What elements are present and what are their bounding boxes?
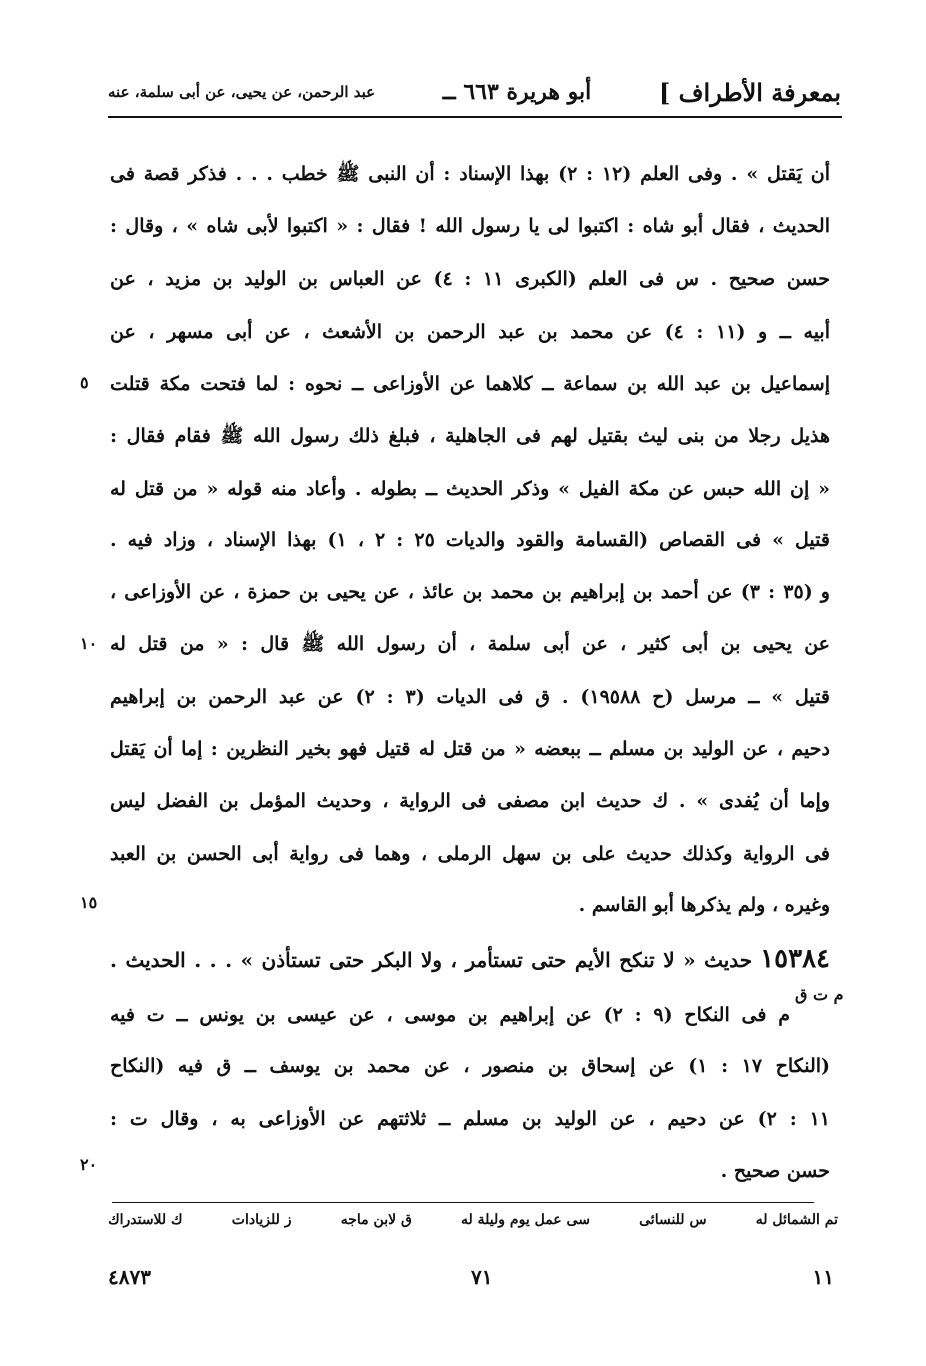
hadith-heading-text: حديث « لا تنكح الأيم حتى تستأمر ، ولا البكر حتى تستأذن » . . . الحديث . [110, 948, 753, 972]
text-line: م فى النكاح (٩ : ٢) عن إبراهيم بن موسى ، عن عيسى بن يونس ــ ت فيه [110, 1004, 790, 1026]
text-line: أن يَقتل » . وفى العلم (١٢ : ٢) بهذا الإسناد : أن النبى ﷺ خطب . . . فذكر قصة فى [110, 163, 830, 185]
text-line: (النكاح ١٧ : ١) عن إسحاق بن منصور ، عن محمد بن يوسف ــ ق فيه (النكاح [110, 1055, 830, 1077]
abbreviation-item: سى عمل يوم وليلة له [461, 1212, 590, 1228]
text-line: وإما أن يُفدى » . ك حديث ابن مصفى فى الرواية ، وحديث المؤمل بن الفضل ليس [110, 790, 830, 812]
text-line: عن يحيى بن أبى كثير ، عن أبى سلمة ، أن رسول الله ﷺ قال : « من قتل له [110, 633, 830, 655]
abbreviation-item: ك للاستدراك [108, 1212, 183, 1228]
line-number-5: ٥ [80, 373, 89, 392]
text-line: حسن صحيح . [720, 1160, 830, 1182]
page-number: ٧١ [471, 1265, 493, 1289]
text-line: قتيل » فى القصاص (القسامة والقود والديات ٢٥ : ٢ ، ١) بهذا الإسناد ، وزاد فيه . [110, 529, 830, 551]
reference-code: ٤٨٧٣ [108, 1265, 151, 1289]
text-line: إسماعيل بن عبد الله بن سماعة ــ كلاهما عن الأوزاعى ــ نحوه : لما فتحت مكة قتلت [110, 373, 830, 395]
abbreviation-item: س للنسائى [639, 1212, 707, 1228]
line-number-15: ١٥ [80, 893, 98, 912]
text-line: فى الرواية وكذلك حديث على بن سهل الرملى ، وهما فى رواية أبى الحسن بن العبد [110, 843, 830, 865]
header-section: أبو هريرة ٦٦٣ ــ [442, 79, 592, 105]
header-rule [108, 116, 842, 118]
page-footer [108, 1262, 834, 1292]
text-line: « إن الله حبس عن مكة الفيل » وذكر الحديث ــ بطوله . وأعاد منه قوله « من قتل له [110, 478, 830, 500]
line-number-20: ٢٠ [80, 1155, 98, 1174]
text-line: أبيه ــ و (١١ : ٤) عن محمد بن عبد الرحمن بن الأشعث ، عن أبى مسهر ، عن [110, 321, 830, 343]
header-isnad-chain: عبد الرحمن، عن يحيى، عن أبى سلمة، عنه [108, 83, 376, 101]
text-line: هذيل رجلا من بنى ليث بقتيل لهم فى الجاهلية ، فبلغ ذلك رسول الله ﷺ فقام فقال : [110, 425, 830, 447]
abbreviation-key [108, 1212, 838, 1236]
line-number-10: ١٠ [80, 634, 98, 653]
header-title: بمعرفة الأطراف ] [658, 77, 841, 107]
footnote-rule [112, 1202, 814, 1203]
text-line: الحديث ، فقال أبو شاه : اكتبوا لى يا رسول الله ! فقال : « اكتبوا لأبى شاه » ، وقال : [110, 215, 830, 237]
abbreviation-item: ق لابن ماجه [340, 1212, 412, 1228]
text-line: دحيم ، عن الوليد بن مسلم ــ ببعضه « من قتل له قتيل فهو بخير النظرين : إما أن يَقتل [110, 738, 830, 760]
abbreviation-item: ز للزيادات [231, 1212, 292, 1228]
text-line: و (٣٥ : ٣) عن أحمد بن إبراهيم بن محمد بن عائذ ، عن يحيى بن حمزة ، عن الأوزاعى ، [110, 581, 830, 603]
text-line: ١١ : ٢) عن دحيم ، عن الوليد بن مسلم ــ ثلاثتهم عن الأوزاعى به ، وقال ت : [110, 1108, 830, 1130]
volume-number: ١١ [812, 1265, 834, 1289]
abbreviation-item: تم الشمائل له [755, 1212, 838, 1228]
text-line: حسن صحيح . س فى العلم (الكبرى ١١ : ٤) عن العباس بن الوليد بن مزيد ، عن [110, 268, 830, 290]
text-line: وغيره ، ولم يذكرها أبو القاسم . [578, 894, 830, 916]
hadith-number: ١٥٣٨٤ [760, 944, 830, 974]
running-header [108, 72, 841, 112]
sigla-margin-note: م ت ق [795, 985, 844, 1004]
hadith-entry-heading [110, 939, 830, 979]
text-line: قتيل » ــ مرسل (ح ١٩٥٨٨) . ق فى الديات (٣ : ٢) عن عبد الرحمن بن إبراهيم [110, 686, 830, 708]
